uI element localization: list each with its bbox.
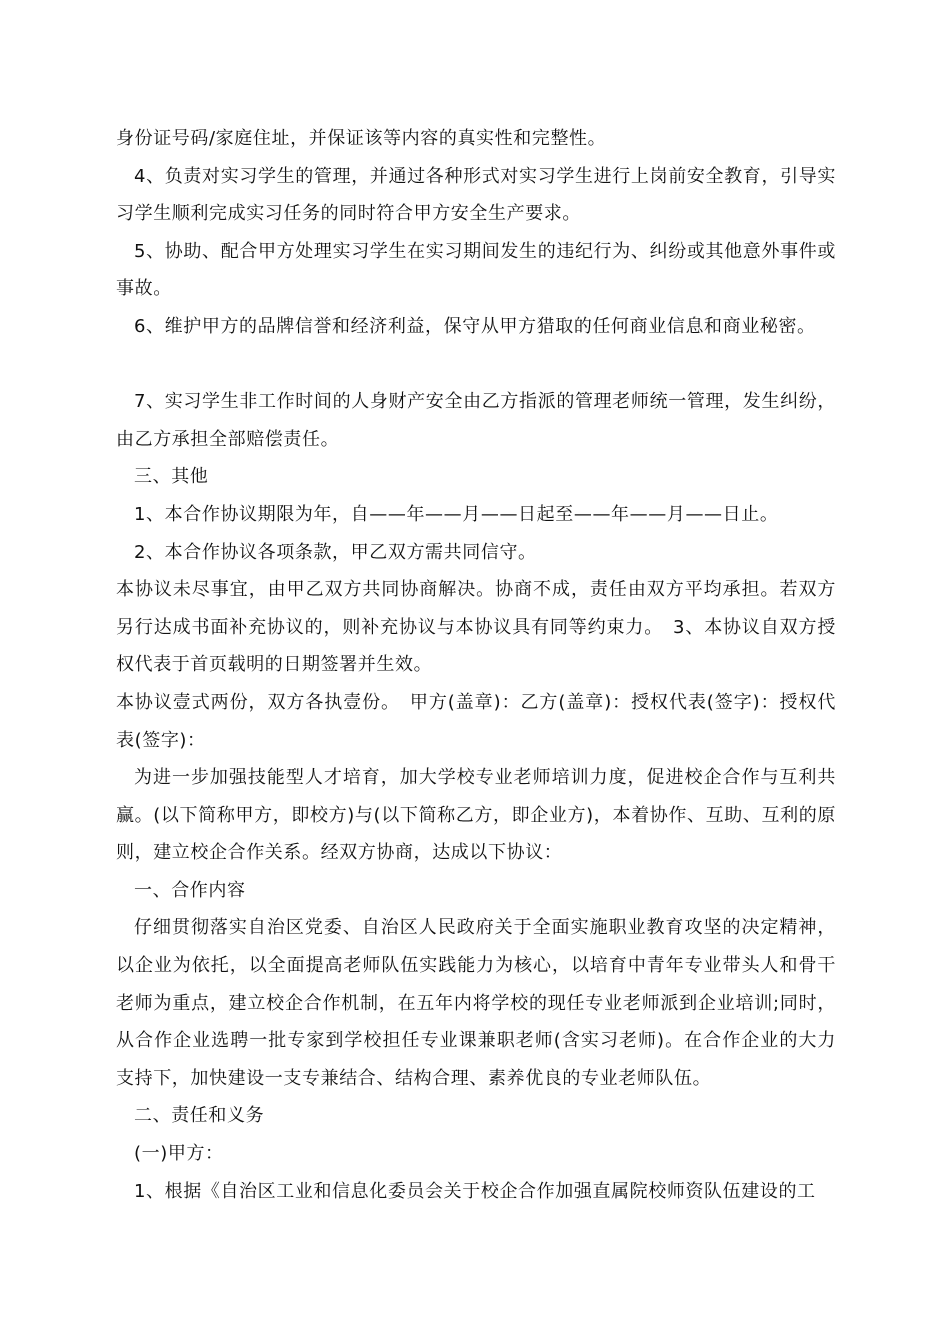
section-heading-cooperation-content: 一、合作内容 <box>134 879 246 901</box>
paragraph-copies-signatures: 本协议壹式两份，双方各执壹份。 甲方(盖章)：乙方(盖章)：授权代表(签字)：授权代表(签字)： <box>116 691 836 751</box>
document-body <box>116 120 836 1210</box>
paragraph-term-period: 1、本合作协议期限为年，自——年——月——日起至——年——月——日止。 <box>134 503 779 525</box>
paragraph-item-7-safety-liability: 7、实习学生非工作时间的人身财产安全由乙方指派的管理老师统一管理，发生纠纷，由乙方承担全部赔偿责任。 <box>116 391 836 450</box>
paragraph-id-address-continuation: 身份证号码/家庭住址，并保证该等内容的真实性和完整性。 <box>116 128 607 149</box>
subheading-party-a: (一)甲方： <box>134 1143 224 1165</box>
paragraph-party-a-item-1: 1、根据《自治区工业和信息化委员会关于校企合作加强直属院校师资队伍建设的工 <box>134 1180 816 1202</box>
paragraph-item-5-assist-incidents: 5、协助、配合甲方处理实习学生在实习期间发生的违纪行为、纠纷或其他意外事件或事故。 <box>116 240 836 300</box>
paragraph-item-4-student-management: 4、负责对实习学生的管理，并通过各种形式对实习学生进行上岗前安全教育，引导实习学生顺利完成实习任务的同时符合甲方安全生产要求。 <box>116 165 836 225</box>
paragraph-item-6-confidentiality: 6、维护甲方的品牌信誉和经济利益，保守从甲方猎取的任何商业信息和商业秘密。 <box>134 315 816 337</box>
paragraph-preamble: 为进一步加强技能型人才培育，加大学校专业老师培训力度，促进校企合作与互利共赢。(以下简称甲方，即校方)与(以下简称乙方，即企业方)，本着协作、互助、互利的原则，建立校企合作关系。经双方协商，达成以下协议： <box>116 767 836 864</box>
paragraph-cooperation-details: 仔细贯彻落实自治区党委、自治区人民政府关于全面实施职业教育攻坚的决定精神，以企业为依托，以全面提高老师队伍实践能力为核心，以培育中青年专业带头人和骨干老师为重点，建立校企合作机制，在五年内将学校的现任专业老师派到企业培训;同时，从合作企业选聘一批专家到学校担任专业课兼职老师(含实习老师)。在合作企业的大力支持下，加快建设一支专兼结合、结构合理、素养优良的专业老师队伍。 <box>116 917 836 1089</box>
section-heading-other: 三、其他 <box>134 466 209 488</box>
paragraph-mutual-compliance: 2、本合作协议各项条款，甲乙双方需共同信守。 <box>134 541 537 563</box>
paragraph-unsettled-matters: 本协议未尽事宜，由甲乙双方共同协商解决。协商不成，责任由双方平均承担。若双方另行达成书面补充协议的，则补充协议与本协议具有同等约束力。 3、本协议自双方授权代表于首页载明的日期签署并生效。 <box>116 579 836 676</box>
section-heading-responsibilities: 二、责任和义务 <box>134 1105 265 1127</box>
